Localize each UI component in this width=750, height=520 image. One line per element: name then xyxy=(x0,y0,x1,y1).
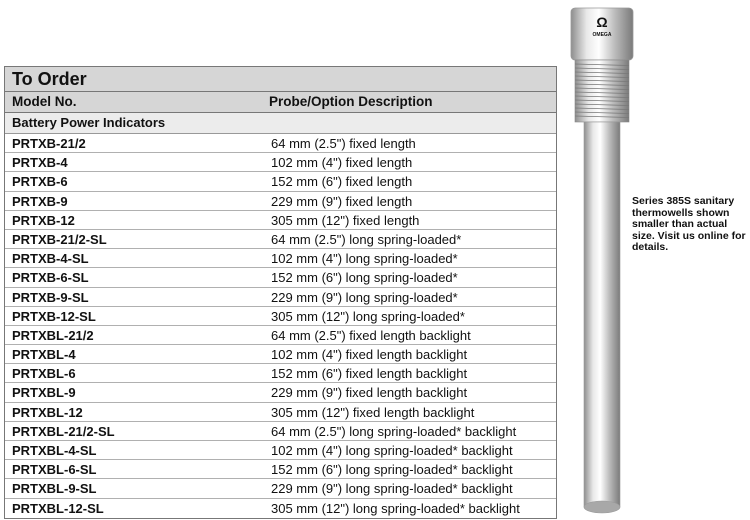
probe-description: 229 mm (9") fixed length backlight xyxy=(271,385,468,401)
thermowell-image xyxy=(565,0,635,520)
probe-description: 229 mm (9") long spring-loaded* backlight xyxy=(271,481,513,497)
model-number: PRTXB-21/2-SL xyxy=(12,231,107,247)
model-number: PRTXB-12 xyxy=(12,212,75,228)
model-number: PRTXB-12-SL xyxy=(12,308,96,324)
table-row xyxy=(5,441,556,460)
table-row xyxy=(5,345,556,364)
model-number: PRTXB-9 xyxy=(12,193,68,209)
model-number: PRTXB-4-SL xyxy=(12,251,89,267)
threaded-fitting xyxy=(575,60,629,122)
model-number: PRTXBL-12 xyxy=(12,404,83,420)
table-row xyxy=(5,249,556,268)
header-model: Model No. xyxy=(12,94,77,109)
model-number: PRTXBL-21/2 xyxy=(12,327,94,343)
table-row xyxy=(5,499,556,518)
probe-description: 229 mm (9") fixed length xyxy=(271,193,413,209)
model-number: PRTXBL-6 xyxy=(12,366,76,382)
table-row xyxy=(5,288,556,307)
table-row xyxy=(5,383,556,402)
table-row xyxy=(5,230,556,249)
svg-text:OMEGA: OMEGA xyxy=(592,32,612,38)
probe-description: 102 mm (4") fixed length xyxy=(271,155,413,171)
model-number: PRTXBL-4 xyxy=(12,347,76,363)
table-row xyxy=(5,364,556,383)
table-row xyxy=(5,460,556,479)
svg-text:Ω: Ω xyxy=(596,14,608,30)
probe-description: 102 mm (4") long spring-loaded* xyxy=(271,251,458,267)
probe-description: 305 mm (12") fixed length backlight xyxy=(271,404,475,420)
model-number: PRTXBL-9 xyxy=(12,385,76,401)
probe-description: 229 mm (9") long spring-loaded* xyxy=(271,289,458,305)
probe-description: 64 mm (2.5") fixed length xyxy=(271,136,416,151)
model-number: PRTXB-9-SL xyxy=(12,289,89,305)
table-row xyxy=(5,153,556,172)
probe-description: 152 mm (6") long spring-loaded* xyxy=(271,270,458,286)
model-number: PRTXBL-21/2-SL xyxy=(12,423,115,439)
probe-description: 64 mm (2.5") long spring-loaded* xyxy=(271,231,462,247)
model-number: PRTXBL-12-SL xyxy=(12,500,104,516)
table-row xyxy=(5,192,556,211)
probe-description: 305 mm (12") long spring-loaded* backlight xyxy=(271,500,520,516)
model-number: PRTXBL-6-SL xyxy=(12,462,97,478)
table-row xyxy=(5,422,556,441)
probe-description: 305 mm (12") long spring-loaded* xyxy=(271,308,465,324)
model-number: PRTXBL-9-SL xyxy=(12,481,97,497)
order-table xyxy=(4,66,557,519)
table-row xyxy=(5,307,556,326)
image-caption: Series 385S sanitary thermowells shown smaller than actual size. Visit us online for details. xyxy=(632,195,746,253)
header-description: Probe/Option Description xyxy=(269,94,433,109)
probe-description: 152 mm (6") fixed length backlight xyxy=(271,366,468,382)
table-row xyxy=(5,172,556,191)
thermowell-stem xyxy=(584,122,620,513)
model-number: PRTXBL-4-SL xyxy=(12,443,97,458)
table-row xyxy=(5,479,556,498)
section-heading: Battery Power Indicators xyxy=(5,113,556,134)
probe-description: 64 mm (2.5") long spring-loaded* backlight xyxy=(271,423,517,439)
table-title: To Order xyxy=(5,67,556,92)
table-row xyxy=(5,268,556,287)
probe-description: 102 mm (4") fixed length backlight xyxy=(271,347,468,363)
table-row xyxy=(5,211,556,230)
probe-description: 152 mm (6") long spring-loaded* backlight xyxy=(271,462,513,478)
probe-description: 64 mm (2.5") fixed length backlight xyxy=(271,327,471,343)
model-number: PRTXB-6-SL xyxy=(12,270,89,286)
probe-description: 305 mm (12") fixed length xyxy=(271,212,420,228)
model-number: PRTXB-4 xyxy=(12,155,68,171)
model-number: PRTXB-6 xyxy=(12,174,68,190)
probe-description: 152 mm (6") fixed length xyxy=(271,174,413,190)
table-header xyxy=(5,92,556,113)
table-row xyxy=(5,134,556,153)
table-row xyxy=(5,326,556,345)
model-number: PRTXB-21/2 xyxy=(12,136,86,151)
table-body xyxy=(5,134,556,518)
table-row xyxy=(5,403,556,422)
probe-description: 102 mm (4") long spring-loaded* backlight xyxy=(271,443,513,458)
